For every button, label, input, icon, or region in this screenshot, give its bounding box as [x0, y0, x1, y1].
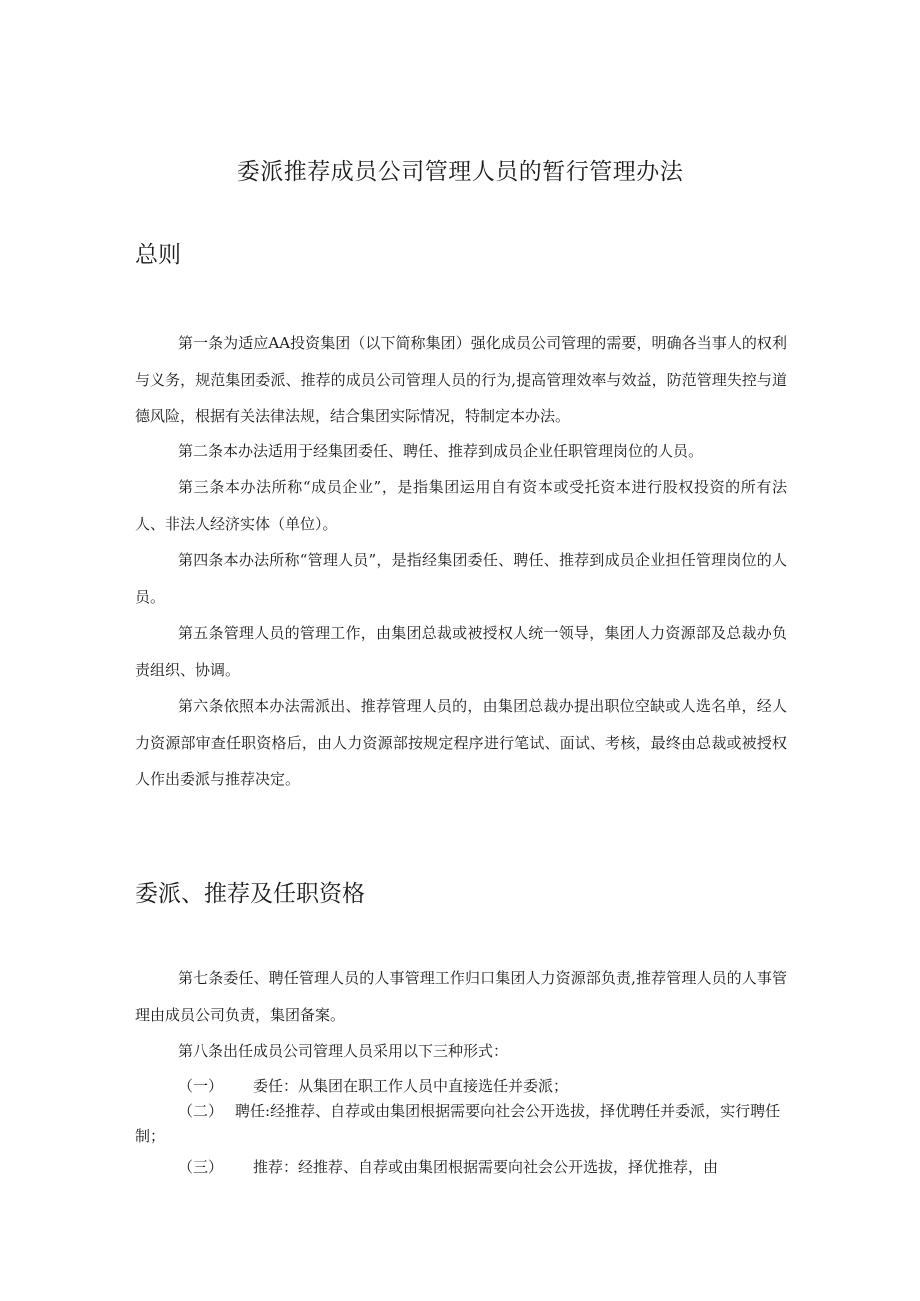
list-item-number: （二）	[178, 1102, 224, 1120]
article-6: 第六条依照本办法需派出、推荐管理人员的，由集团总裁办提出职位空缺或人选名单，经人力资源部审查任职资格后，由人力资源部按规定程序进行笔试、面试、考核，最终由总裁或被授权人作出委派与推荐决定。	[135, 697, 787, 788]
section-heading-general: 总则	[135, 242, 181, 268]
list-item-text: 推荐：经推荐、自荐或由集团根据需要向社会公开选拔，择优推荐，由	[253, 1158, 719, 1176]
article-1: 第一条为适应AA投资集团（以下简称集团）强化成员公司管理的需要，明确各当事人的权利与义务，规范集团委派、推荐的成员公司管理人员的行为,提高管理效率与效益，防范管理失控与道德风险，根据有关法律法规，结合集团实际情况，特制定本办法。	[135, 334, 787, 425]
article-4: 第四条本办法所称“管理人员”，是指经集团委任、聘任、推荐到成员企业担任管理岗位的人员。	[135, 551, 787, 606]
list-item-number: （三）	[178, 1158, 224, 1176]
article-8: 第八条出任成员公司管理人员采用以下三种形式：	[178, 1042, 509, 1060]
list-item-text: 委任：从集团在职工作人员中直接选任并委派；	[253, 1077, 569, 1095]
list-item-text: 聘任:经推荐、自荐或由集团根据需要向社会公开选拔，择优聘任并委派，实行聘任制；	[135, 1102, 781, 1145]
article-5: 第五条管理人员的管理工作，由集团总裁或被授权人统一领导，集团人力资源部及总裁办负责组织、协调。	[135, 624, 787, 679]
section-heading-appointment: 委派、推荐及任职资格	[135, 881, 365, 907]
article-3: 第三条本办法所称“成员企业”，是指集团运用自有资本或受托资本进行股权投资的所有法人、非法人经济实体（单位）。	[135, 478, 787, 533]
document-title: 委派推荐成员公司管理人员的暂行管理办法	[236, 159, 684, 185]
list-item	[135, 1099, 787, 1149]
list-item	[135, 1074, 787, 1099]
list-item	[135, 1155, 787, 1180]
list-item-number: （一）	[178, 1077, 224, 1095]
article-2: 第二条本办法适用于经集团委任、聘任、推荐到成员企业任职管理岗位的人员。	[178, 442, 704, 460]
article-7: 第七条委任、聘任管理人员的人事管理工作归口集团人力资源部负责,推荐管理人员的人事管理由成员公司负责，集团备案。	[135, 969, 787, 1024]
